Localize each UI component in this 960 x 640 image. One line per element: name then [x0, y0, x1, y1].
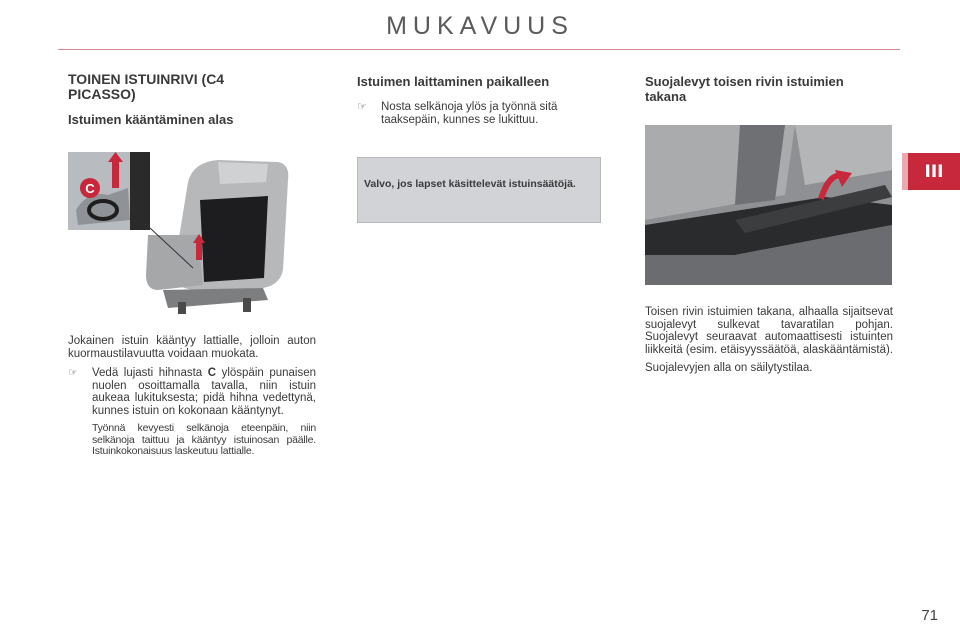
seat-fold-illustration — [68, 150, 298, 315]
column-cover-panels — [645, 72, 893, 104]
cover-paragraph-1: Toisen rivin istuimien takana, alhaalla sijaitsevat suojalevyt sulkevat tavaratilan pohjan. Suojalevyt seuraavat automaattisesti istuinten liikkeitä (esim. etäisyyssäätöä, alaskääntämistä). — [645, 306, 893, 356]
heading-replace-seat: Istuimen laittaminen paikalleen — [357, 74, 550, 89]
pointer-icon: ☞ — [68, 367, 78, 379]
callout-c: C — [85, 181, 95, 196]
bullet-pull-strap — [68, 367, 316, 417]
column-seat-folding — [68, 72, 316, 127]
fold-subtext: Työnnä kevyesti selkänoja eteenpäin, niin selkänoja taittuu ja kääntyy istuinosan päälle. Istuinkokonaisuus laskeutuu lattialle. — [92, 422, 316, 457]
notice-text: Valvo, jos lapset käsittelevät istuinsäätöjä. — [364, 178, 576, 190]
heading-cover-panels: Suojalevyt toisen rivin istuimien takana — [645, 74, 844, 104]
subheading-fold-down: Istuimen kääntäminen alas — [68, 112, 234, 127]
title-divider — [58, 49, 900, 50]
intro-paragraph: Jokainen istuin kääntyy lattialle, jolloin auton kuormaustilavuutta voidaan muokata. — [68, 335, 316, 360]
pointer-icon: ☞ — [357, 101, 367, 113]
bullet-raise-text: Nosta selkänoja ylös ja työnnä sitä taaksepäin, kunnes se lukittuu. — [381, 101, 558, 126]
bullet-text-bold: C — [207, 367, 217, 379]
column-cover-panels-body — [645, 306, 893, 375]
chapter-tab[interactable]: III — [908, 153, 960, 190]
section-heading-second-row: TOINEN ISTUINRIVI (C4 PICASSO) — [68, 71, 225, 102]
bullet-text-post: ylöspäin punaisen nuolen osoittamalla tavalla, niin istuin aukeaa lukituksesta; pidä hihna vedettynä, kunnes istuin on kokonaan kääntynyt. — [92, 367, 316, 417]
notice-box — [357, 157, 601, 223]
column-seat-replace — [357, 72, 605, 126]
page-title: MUKAVUUS — [386, 12, 574, 40]
bullet-text-pre: Vedä lujasti hihnasta — [92, 367, 208, 379]
cover-panel-illustration — [645, 125, 892, 285]
bullet-raise-backrest — [357, 101, 605, 126]
cover-paragraph-2: Suojalevyjen alla on säilytystilaa. — [645, 362, 813, 374]
column-seat-folding-body — [68, 335, 316, 458]
page-number: 71 — [921, 607, 938, 624]
